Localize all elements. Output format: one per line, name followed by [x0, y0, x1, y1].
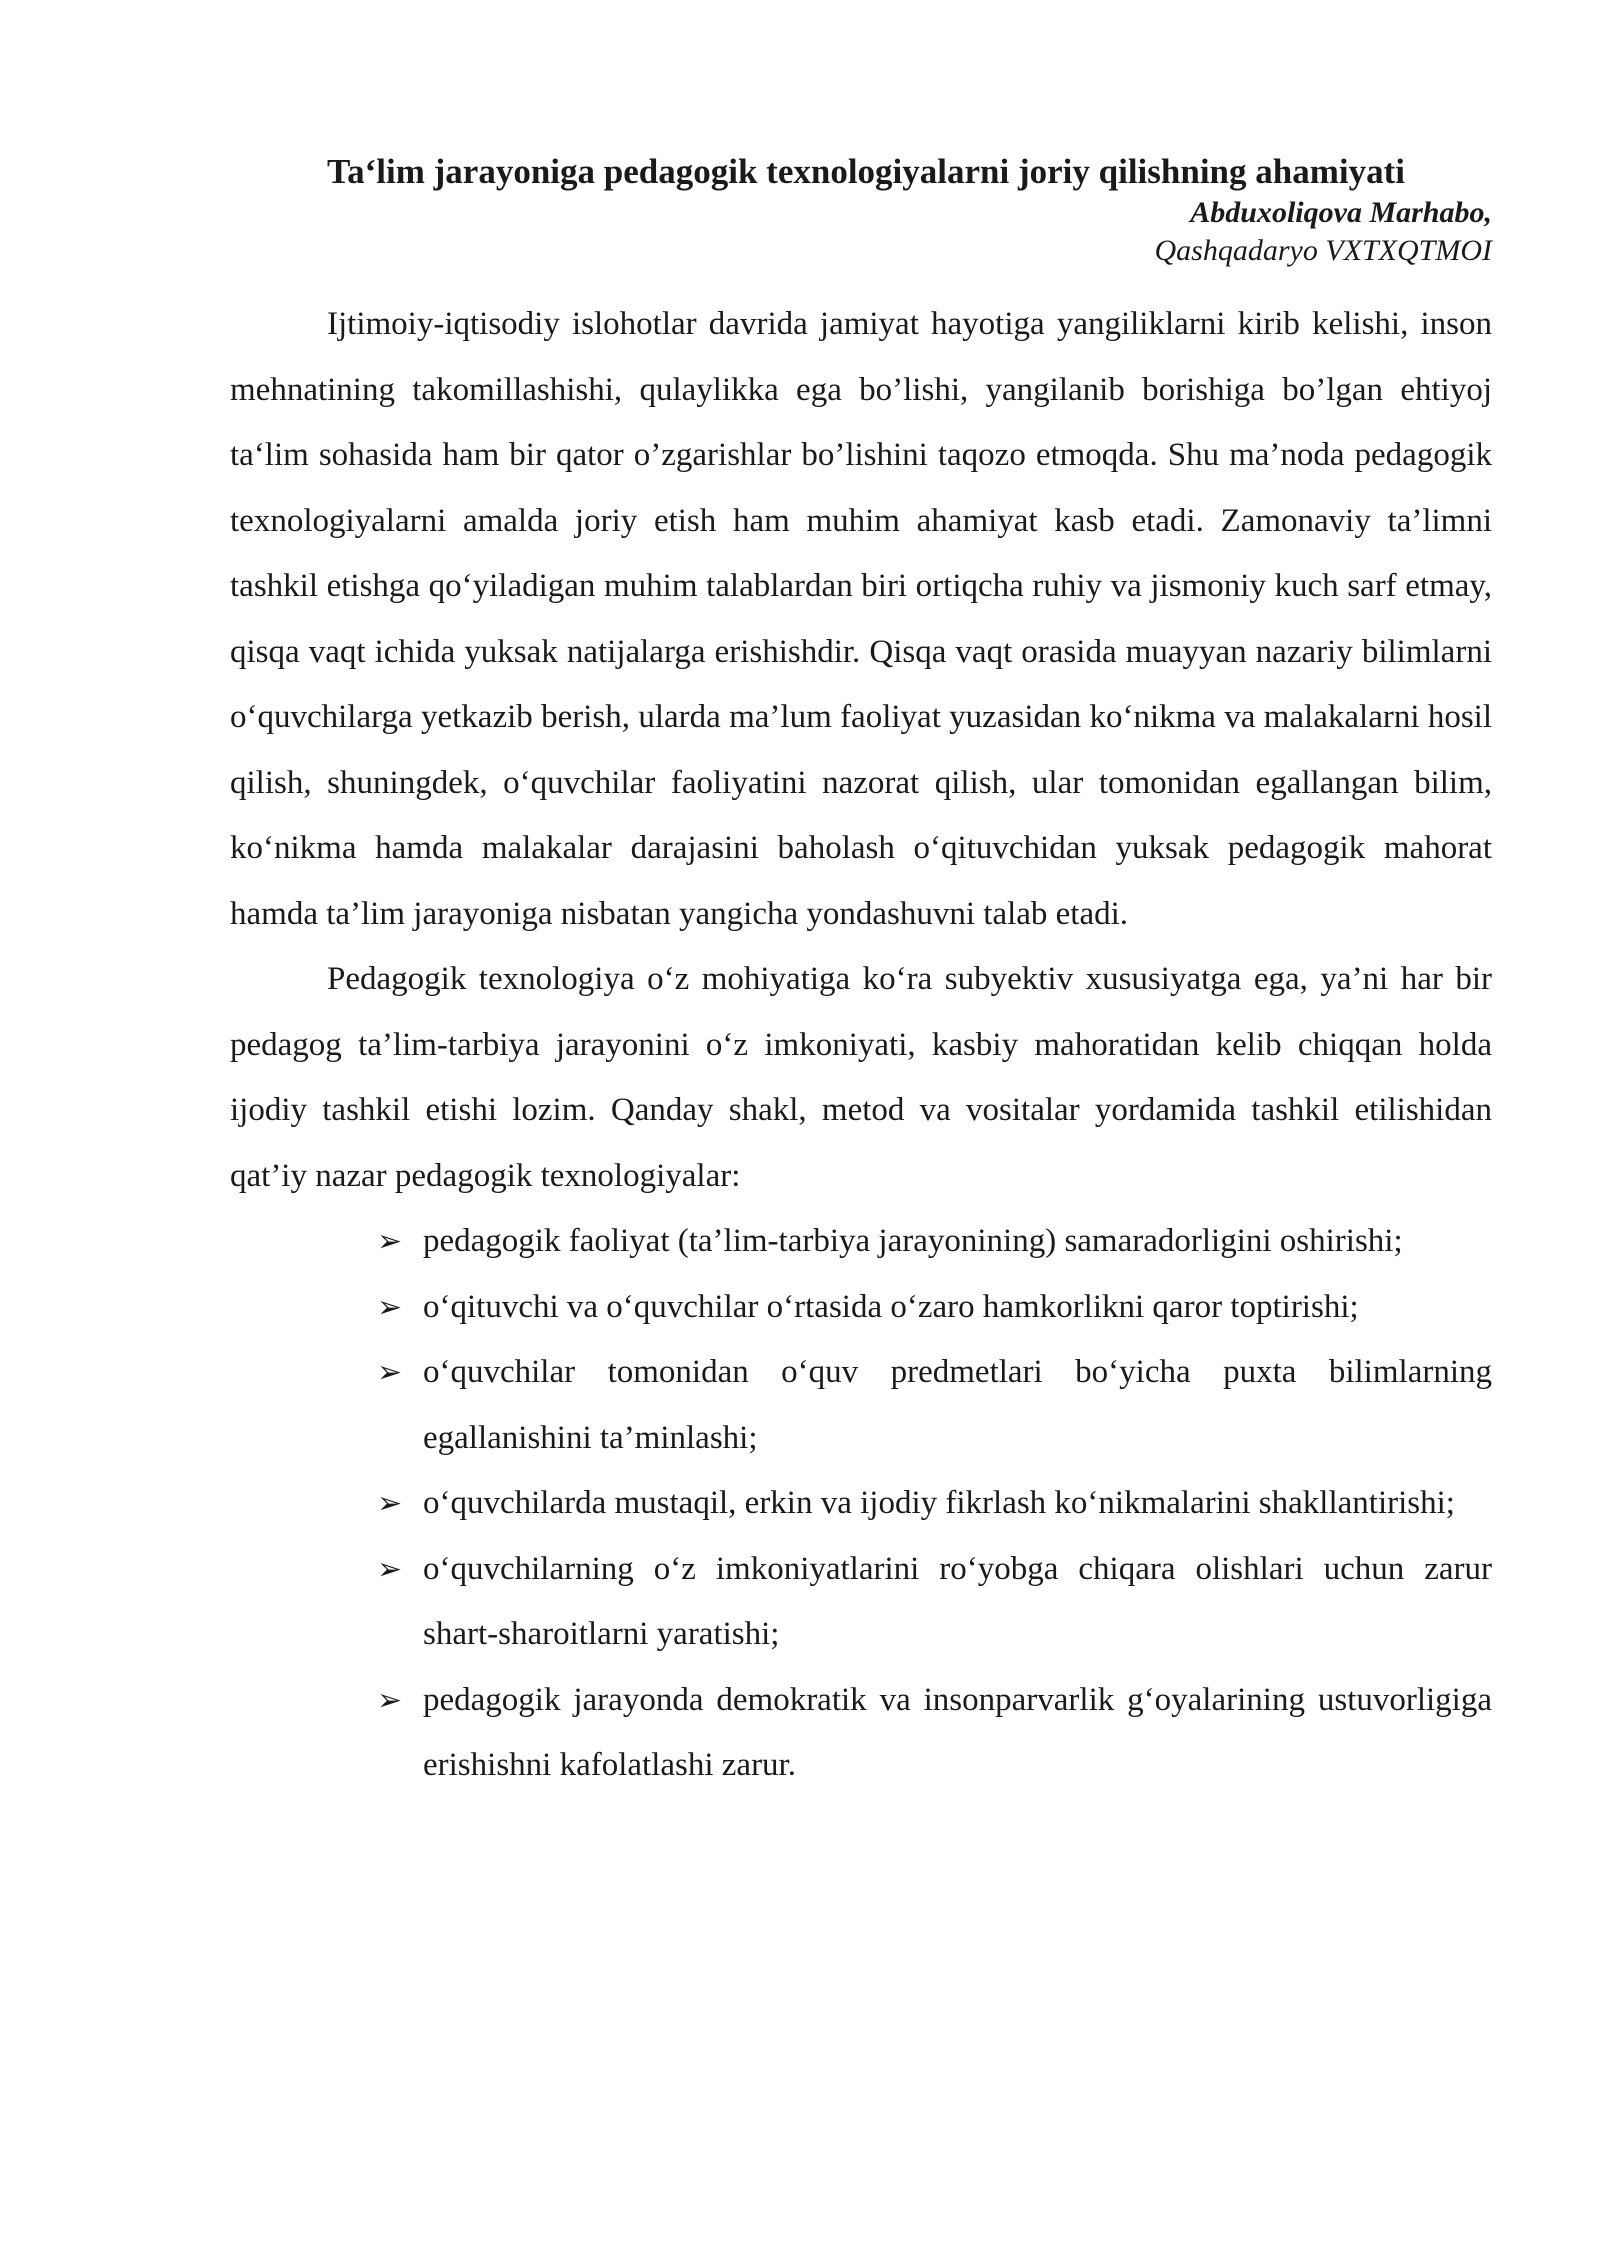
bullet-text: o‘quvchilarning o‘z imkoniyatlarini ro‘yobga chiqara olishlari uchun zarur shart-sharoitlarni yaratishi; [423, 1550, 1492, 1652]
arrowhead-bullet-icon: ➢ [377, 1487, 403, 1520]
bullet-text: pedagogik jarayonda demokratik va insonparvarlik g‘oyalarining ustuvorligiga erishishni kafolatlashi zarur. [423, 1681, 1492, 1783]
arrowhead-bullet-icon: ➢ [377, 1552, 403, 1586]
arrowhead-bullet-icon: ➢ [377, 1290, 403, 1324]
arrowhead-bullet-icon: ➢ [377, 1683, 403, 1717]
bullet-item [377, 1471, 1492, 1537]
bullet-item [377, 1668, 1492, 1799]
arrowhead-bullet-icon: ➢ [377, 1356, 403, 1389]
bullet-item [377, 1275, 1492, 1341]
author-block [230, 194, 1492, 270]
bullet-text: o‘qituvchi va o‘quvchilar o‘rtasida o‘zaro hamkorlikni qaror toptirishi; [423, 1288, 1359, 1325]
document-page [230, 150, 1492, 1799]
paragraph-1: Ijtimoiy-iqtisodiy islohotlar davrida jamiyat hayotiga yangiliklarni kirib kelishi, inson mehnatining takomillashishi, qulaylikka ega bo’lishi, yangilanib borishiga bo’lgan ehtiyoj ta‘lim sohasida ham bir qator o’zgarishlar bo’lishini taqozo etmoqda. Shu ma’noda pedagogik texnologiyalarni amalda joriy etish ham muhim ahamiyat kasb etadi. Zamonaviy ta’limni tashkil etishga qo‘yiladigan muhim talablardan biri ortiqcha ruhiy va jismoniy kuch sarf etmay, qisqa vaqt ichida yuksak natijalarga erishishdir. Qisqa vaqt orasida muayyan nazariy bilimlarni o‘quvchilarga yetkazib berish, ularda ma’lum faoliyat yuzasidan ko‘nikma va malakalarni hosil qilish, shuningdek, o‘quvchilar faoliyatini nazorat qilish, ular tomonidan egallangan bilim, ko‘nikma hamda malakalar darajasini baholash o‘qituvchidan yuksak pedagogik mahorat hamda ta’lim jarayoniga nisbatan yangicha yondashuvni talab etadi. [230, 306, 1492, 932]
bullet-item [377, 1537, 1492, 1668]
document-body [230, 292, 1492, 1799]
author-organization: Qashqadaryo VXTXQTMOI [1154, 234, 1492, 267]
bullet-text: o‘quvchilar tomonidan o‘quv predmetlari bo‘yicha puxta bilimlarning egallanishini ta’minlashi; [423, 1354, 1492, 1456]
paragraph-2: Pedagogik texnologiya o‘z mohiyatiga ko‘ra subyektiv xususiyatga ega, ya’ni har bir pedagog ta’lim-tarbiya jarayonini o‘z imkoniyati, kasbiy mahoratidan kelib chiqqan holda ijodiy tashkil etishi lozim. Qanday shakl, metod va vositalar yordamida tashkil etilishidan qat’iy nazar pedagogik texnologiyalar: [230, 961, 1492, 1194]
arrowhead-bullet-icon: ➢ [377, 1225, 403, 1258]
bullet-item [377, 1209, 1492, 1275]
author-name: Abduxoliqova Marhabo, [1190, 196, 1492, 229]
bullet-text: pedagogik faoliyat (ta’lim-tarbiya jarayonining) samaradorligini oshirishi; [423, 1223, 1403, 1259]
bullet-list [230, 1209, 1492, 1799]
document-title: Ta‘lim jarayoniga pedagogik texnologiyalarni joriy qilishning ahamiyati [327, 152, 1405, 191]
bullet-text: o‘quvchilarda mustaqil, erkin va ijodiy fikrlash ko‘nikmalarini shakllantirishi; [423, 1485, 1455, 1521]
bullet-item [377, 1340, 1492, 1471]
